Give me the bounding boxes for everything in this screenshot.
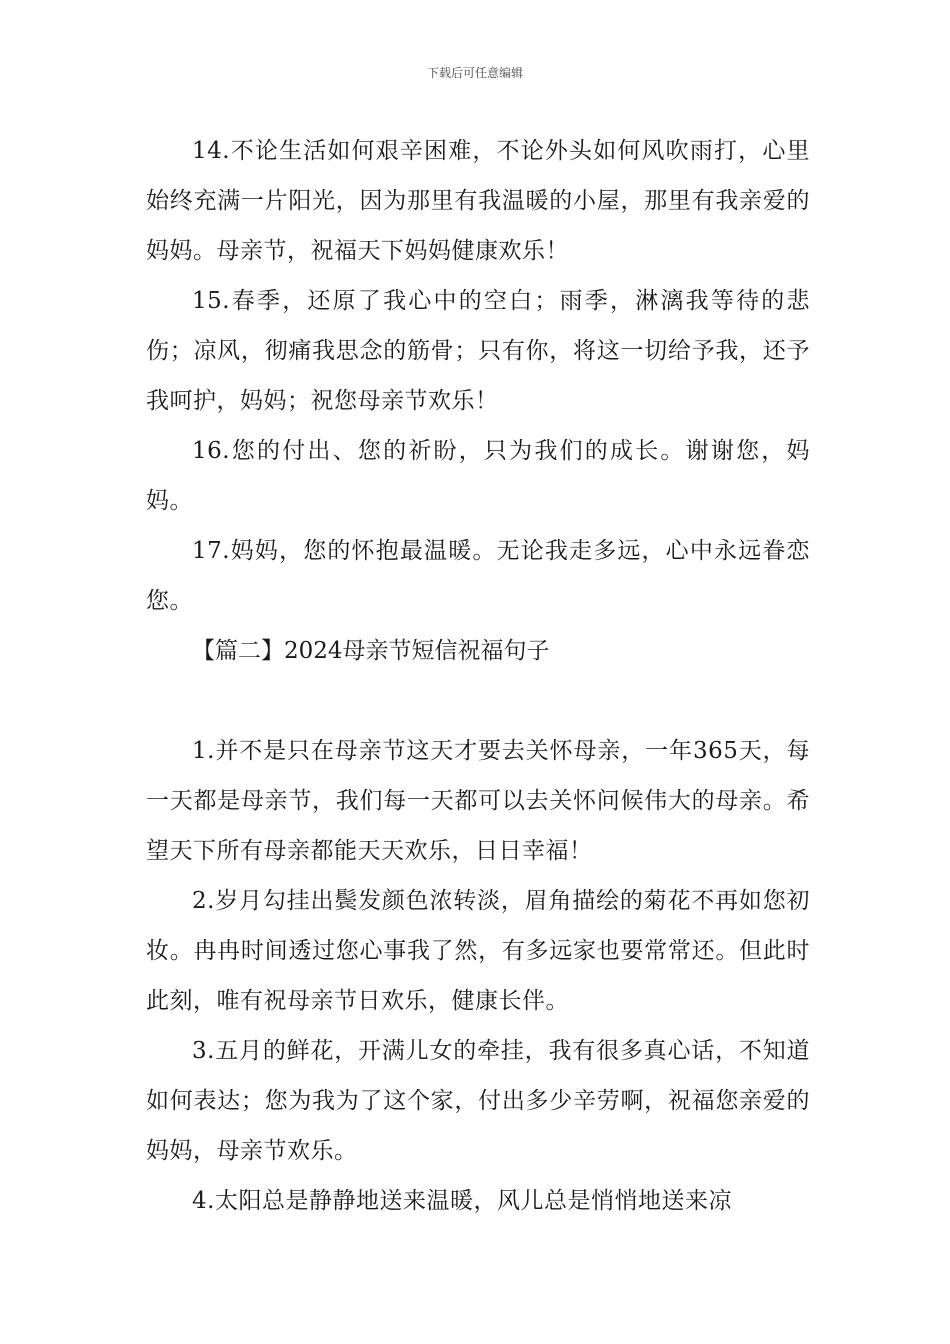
paragraph-3: 3.五月的鲜花，开满儿女的牵挂，我有很多真心话，不知道如何表达；您为我为了这个家，付出多少辛劳啊，祝福您亲爱的妈妈，母亲节欢乐。 [146,1038,810,1164]
paragraph-4: 4.太阳总是静静地送来温暖，风儿总是悄悄地送来凉 [192,1188,732,1214]
document-body [146,126,810,1226]
paragraph-16: 16.您的付出、您的祈盼，只为我们的成长。谢谢您，妈妈。 [146,438,810,514]
paragraph-2: 2.岁月勾挂出鬓发颜色浓转淡，眉角描绘的菊花不再如您初妆。冉冉时间透过您心事我了然，有多远家也要常常还。但此时此刻，唯有祝母亲节日欢乐，健康长伴。 [146,888,810,1014]
paragraph-15: 15.春季，还原了我心中的空白；雨季，淋漓我等待的悲伤；凉风，彻痛我思念的筋骨；只有你，将这一切给予我，还予我呵护，妈妈；祝您母亲节欢乐！ [146,288,810,414]
paragraph-17: 17.妈妈，您的怀抱最温暖。无论我走多远，心中永远眷恋您。 [146,538,810,614]
paragraph-1: 1.并不是只在母亲节这天才要去关怀母亲，一年365天，每一天都是母亲节，我们每一天都可以去关怀问候伟大的母亲。希望天下所有母亲都能天天欢乐，日日幸福！ [146,738,810,864]
section-title: 【篇二】2024母亲节短信祝福句子 [192,638,550,664]
page-header-note: 下载后可任意编辑 [426,66,523,80]
paragraph-14: 14.不论生活如何艰辛困难，不论外头如何风吹雨打，心里始终充满一片阳光，因为那里有我温暖的小屋，那里有我亲爱的妈妈。母亲节，祝福天下妈妈健康欢乐！ [146,138,810,264]
